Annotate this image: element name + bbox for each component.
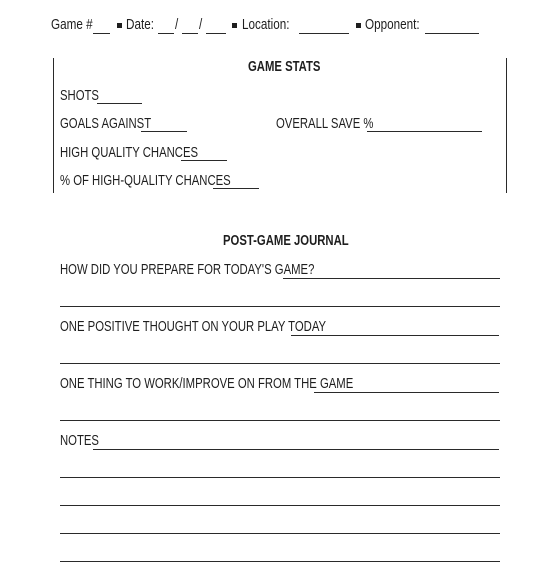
date-label: Date: [126, 16, 154, 33]
date-month-field[interactable] [158, 33, 174, 34]
journal-question-prepare: HOW DID YOU PREPARE FOR TODAY'S GAME? [60, 262, 315, 278]
opponent-label: Opponent: [365, 16, 420, 33]
goals-against-label: GOALS AGAINST [60, 116, 152, 132]
notes-label: NOTES [60, 433, 99, 449]
opponent-field[interactable] [425, 33, 479, 34]
answer-line[interactable] [60, 306, 500, 307]
overall-save-label: OVERALL SAVE % [276, 116, 374, 132]
game-number-label: Game # [51, 16, 93, 33]
notes-line[interactable] [60, 477, 500, 478]
date-day-field[interactable] [182, 33, 198, 34]
shots-label: SHOTS [60, 88, 99, 104]
notes-line[interactable] [60, 505, 500, 506]
journal-title: POST-GAME JOURNAL [223, 233, 349, 249]
goals-against-field[interactable] [141, 131, 187, 132]
answer-line[interactable] [314, 392, 499, 393]
stats-left-border [53, 58, 54, 193]
location-label: Location: [242, 16, 290, 33]
bullet-icon [356, 23, 361, 28]
date-separator: / [175, 16, 179, 33]
date-separator: / [199, 16, 203, 33]
notes-line[interactable] [60, 533, 500, 534]
notes-line[interactable] [60, 561, 500, 562]
game-number-field[interactable] [93, 33, 110, 34]
stats-right-border [506, 58, 507, 193]
bullet-icon [117, 23, 122, 28]
answer-line[interactable] [60, 420, 500, 421]
shots-field[interactable] [97, 103, 142, 104]
location-field[interactable] [299, 33, 349, 34]
bullet-icon [232, 23, 237, 28]
journal-question-improve: ONE THING TO WORK/IMPROVE ON FROM THE GAME [60, 376, 354, 392]
journal-question-positive: ONE POSITIVE THOUGHT ON YOUR PLAY TODAY [60, 319, 327, 335]
answer-line[interactable] [283, 278, 500, 279]
game-stats-title: GAME STATS [248, 59, 321, 75]
pct-high-quality-label: % OF HIGH-QUALITY CHANCES [60, 173, 231, 189]
answer-line[interactable] [60, 363, 500, 364]
date-year-field[interactable] [206, 33, 226, 34]
notes-line[interactable] [93, 449, 499, 450]
pct-high-quality-field[interactable] [213, 188, 259, 189]
high-quality-chances-field[interactable] [181, 160, 227, 161]
answer-line[interactable] [291, 335, 499, 336]
high-quality-chances-label: HIGH QUALITY CHANCES [60, 145, 199, 161]
overall-save-field[interactable] [367, 131, 482, 132]
